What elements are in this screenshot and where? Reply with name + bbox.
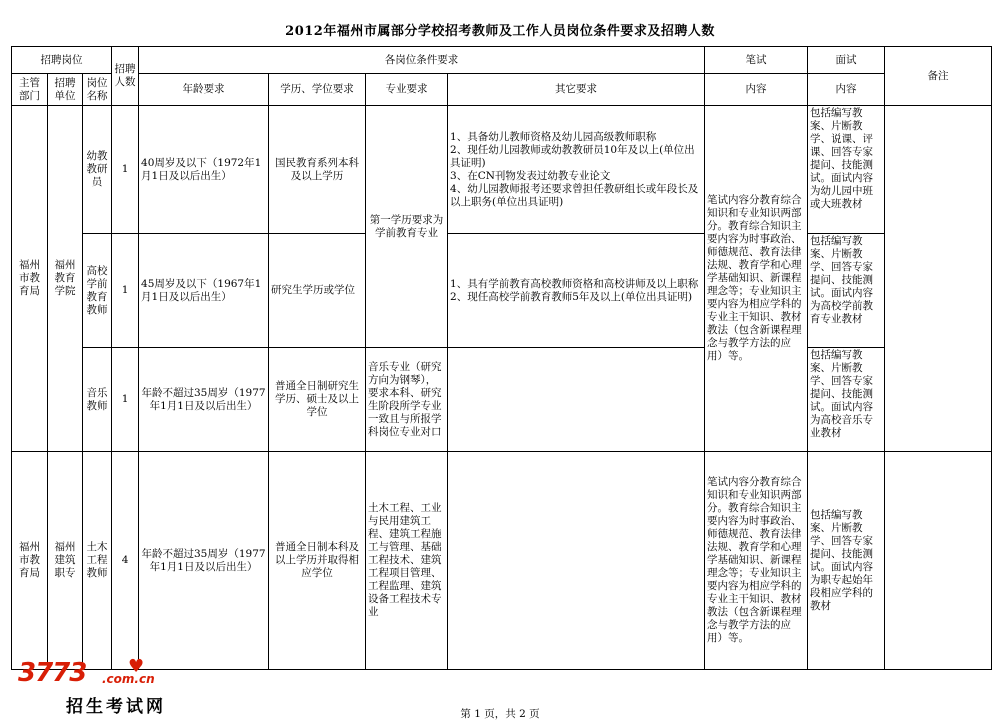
cell-interview: 包括编写教案、片断教学、说课、评课、回答专家提问、技能测试。面试内容为幼儿园中班或大班教材 [808, 106, 885, 234]
cell-other-empty [448, 452, 705, 670]
cell-interview: 包括编写教案、片断教学、回答专家提问、技能测试。面试内容为高校音乐专业教材 [808, 348, 885, 452]
heart-icon: ♥ [128, 656, 145, 677]
header-dept: 主管部门 [12, 74, 48, 106]
cell-edu: 研究生学历或学位 [269, 234, 366, 348]
cell-count: 1 [112, 234, 139, 348]
page-number: 第 1 页，共 2 页 [460, 708, 540, 720]
cell-edu: 普通全日制研究生学历、硕士及以上学位 [269, 348, 366, 452]
cell-remark [885, 452, 992, 670]
cell-unit: 福州建筑职专 [48, 452, 83, 670]
cell-count: 1 [112, 348, 139, 452]
cell-edu: 国民教育系列本科及以上学历 [269, 106, 366, 234]
page-title: 2012年福州市属部分学校招考教师及工作人员岗位条件要求及招聘人数 [285, 24, 715, 39]
header-post: 岗位名称 [83, 74, 112, 106]
cell-major: 第一学历要求为学前教育专业 [366, 106, 448, 348]
cell-count: 1 [112, 106, 139, 234]
cell-other: 1、具有学前教育高校教师资格和高校讲师及以上职称 2、现任高校学前教育教师5年及以上(单位出具证明) [448, 234, 705, 348]
cell-age: 40周岁及以下（1972年1月1日及以后出生） [139, 106, 269, 234]
cell-written: 笔试内容分教育综合知识和专业知识两部分。教育综合知识主要内容为时事政治、师德规范、教育法律法规、教育学和心理学基础知识、新课程理念等；专业知识主要内容为相应学科的专业主干知识、教材教法（包含新课程理念与教学方法的应用）等。 [705, 106, 808, 452]
recruitment-table [11, 46, 992, 670]
cell-major: 音乐专业（研究方向为钢琴），要求本科、研究生阶段所学专业一致且与所报学科岗位专业对口 [366, 348, 448, 452]
header-age: 年龄要求 [139, 74, 269, 106]
logo-domain: .com.cn [102, 672, 155, 686]
header-written: 笔试 [705, 47, 808, 74]
header-other: 其它要求 [448, 74, 705, 106]
cell-age: 年龄不超过35周岁（1977年1月1日及以后出生） [139, 452, 269, 670]
cell-edu: 普通全日制本科及以上学历并取得相应学位 [269, 452, 366, 670]
cell-age: 年龄不超过35周岁（1977年1月1日及以后出生） [139, 348, 269, 452]
cell-remark [885, 106, 992, 452]
cell-major: 土木工程、工业与民用建筑工程、建筑工程施工与管理、基础工程技术、建筑工程项目管理、工程监理、建筑设备工程技术专业 [366, 452, 448, 670]
cell-count: 4 [112, 452, 139, 670]
header-written-content: 内容 [705, 74, 808, 106]
logo-name: 招生考试网 [66, 697, 166, 717]
cell-interview: 包括编写教案、片断教学、回答专家提问、技能测试。面试内容为高校学前教育专业教材 [808, 234, 885, 348]
cell-interview: 包括编写教案、片断教学、回答专家提问、技能测试。面试内容为职专起始年段相应学科的教材 [808, 452, 885, 670]
cell-post: 音乐教师 [83, 348, 112, 452]
cell-post: 土木工程教师 [83, 452, 112, 670]
header-unit: 招聘单位 [48, 74, 83, 106]
cell-post: 高校学前教育教师 [83, 234, 112, 348]
header-remark: 备注 [885, 47, 992, 106]
cell-unit: 福州教育学院 [48, 106, 83, 452]
cell-written: 笔试内容分教育综合知识和专业知识两部分。教育综合知识主要内容为时事政治、师德规范、教育法律法规、教育学和心理学基础知识、新课程理念等；专业知识主要内容为相应学科的专业主干知识、教材教法（包含新课程理念与教学方法的应用）等。 [705, 452, 808, 670]
header-recruit-post: 招聘岗位 [12, 47, 112, 74]
cell-age: 45周岁及以下（1967年1月1日及以后出生） [139, 234, 269, 348]
header-interview-content: 内容 [808, 74, 885, 106]
cell-post: 幼教教研员 [83, 106, 112, 234]
cell-dept: 福州市教育局 [12, 452, 48, 670]
header-edu: 学历、学位要求 [269, 74, 366, 106]
header-conditions: 各岗位条件要求 [139, 47, 705, 74]
cell-dept: 福州市教育局 [12, 106, 48, 452]
cell-other-empty [448, 348, 705, 452]
header-interview: 面试 [808, 47, 885, 74]
header-major: 专业要求 [366, 74, 448, 106]
header-count: 招聘人数 [112, 47, 139, 106]
cell-other: 1、具备幼儿教师资格及幼儿园高级教师职称 2、现任幼儿园教师或幼教教研员10年及以上(单位出具证明) 3、在CN刊物发表过幼教专业论文 4、幼儿园教师报考还要求曾担任教研组长或年段长及以上职务(单位出具证明) [448, 106, 705, 234]
logo-number: 3773 [18, 658, 87, 688]
